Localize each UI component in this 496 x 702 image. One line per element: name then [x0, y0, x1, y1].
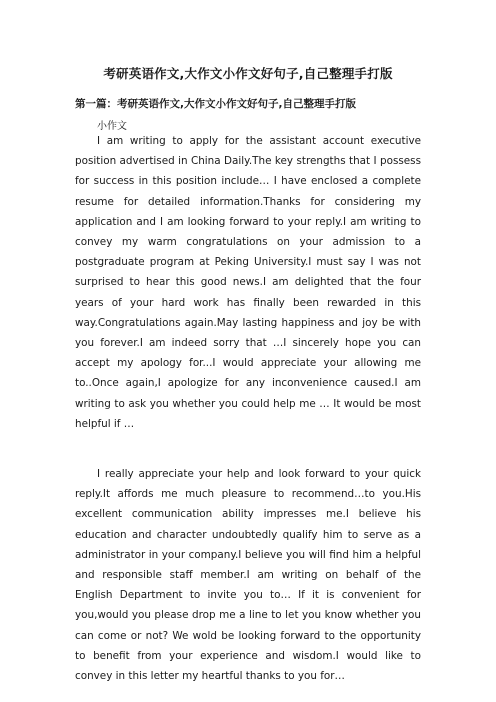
body-paragraph: I am writing to apply for the assistant account executive position advertised in China Daily.The key strengths that I possess for success in this position include… I have enclosed a complete resume for detailed information.Thanks for considering my application and I am looking forward to your reply.I am writing to convey my warm congratulations on your admission to a postgraduate program at Peking University.I must say I was not surprised to hear this good news.I am delighted that the four years of your hard work has finally been rewarded in this way.Congratulations again.May lasting happiness and joy be with you forever.I am indeed sorry that …I sincerely hope you can accept my apology for...I would appreciate your allowing me to..Once again,I apologize for any inconvenience caused.I am writing to ask you whether you could help me … It would be most helpful if … — [75, 135, 421, 430]
document-title: 考研英语作文,大作文小作文好句子,自己整理手打版 — [103, 66, 393, 81]
section-heading: 第一篇：考研英语作文,大作文小作文好句子,自己整理手打版 — [75, 98, 356, 110]
sub-label: 小作文 — [97, 121, 127, 132]
body-paragraph: I really appreciate your help and look forward to your quick reply.It affords me much pleasure to recommend…to you.His excellent communication ability impresses me.I believe his education and character undoubtedly qualify him to serve as a administrator in your company.I believe you will find him a helpful and responsible staff member.I am writing on behalf of the English Department to invite you to… If it is convenient for you,would you please drop me a line to let you know whether you can come or not? We wold be looking forward to the opportunity to benefit from your experience and wisdom.I would like to convey in this letter my heartful thanks to you for… — [75, 468, 421, 683]
